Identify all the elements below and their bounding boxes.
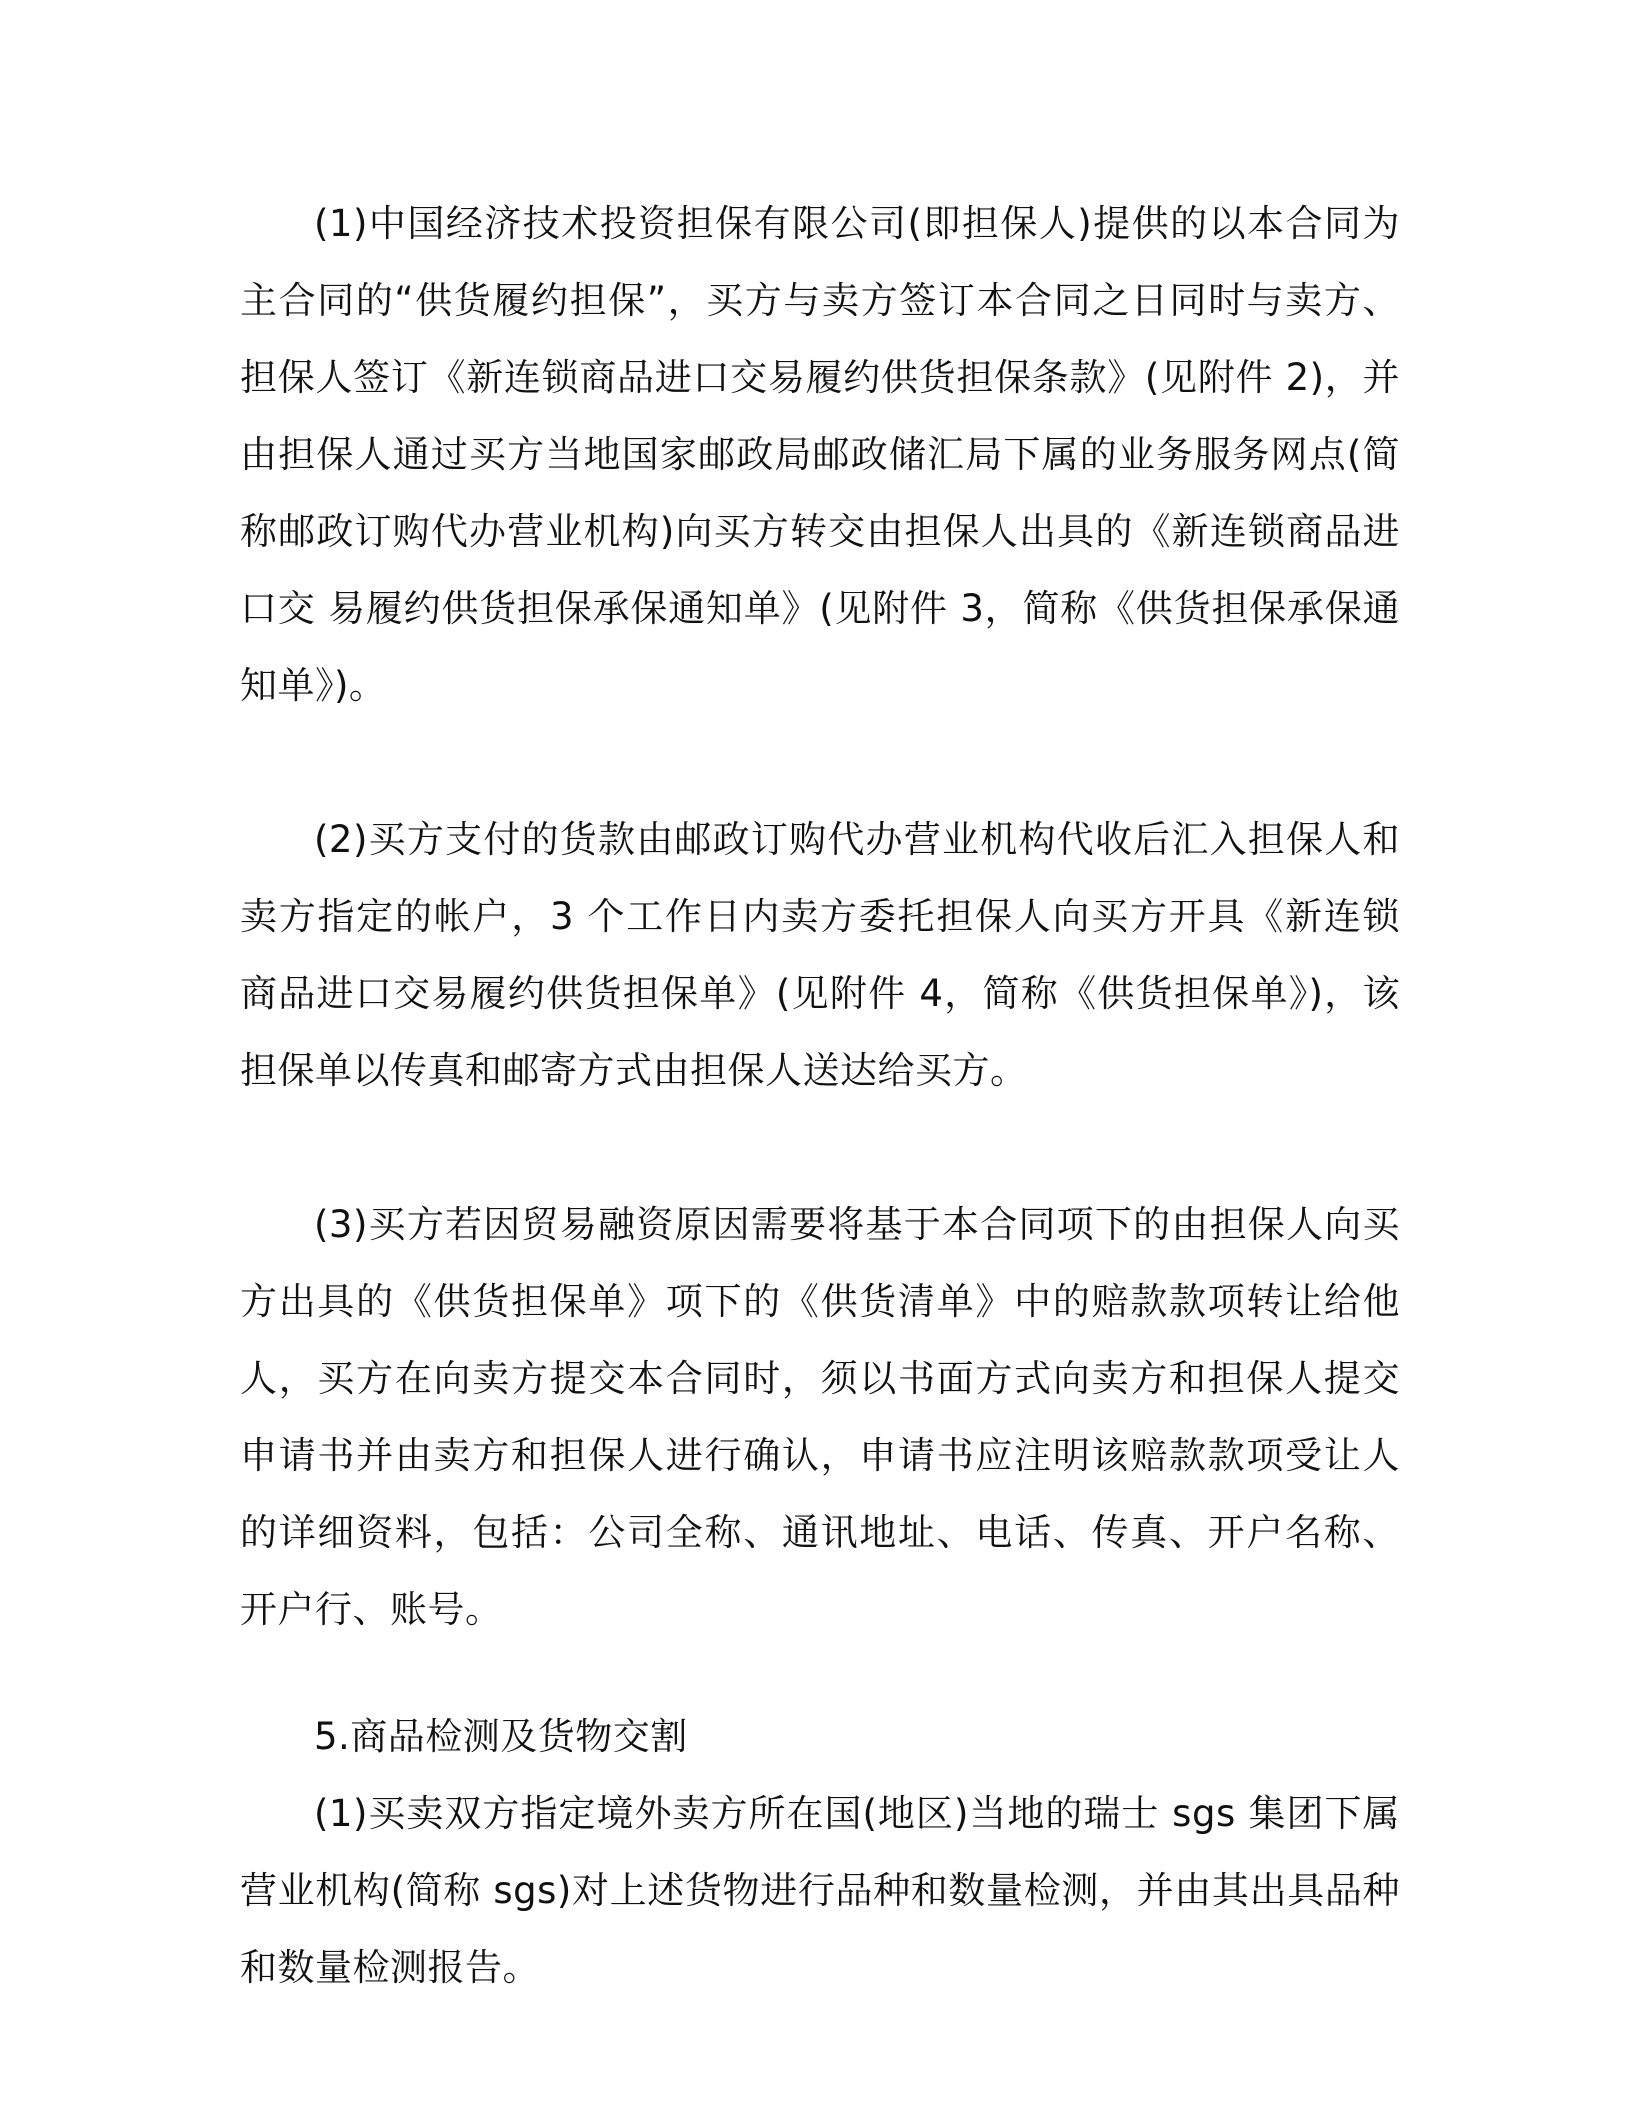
document-body xyxy=(240,185,1400,2006)
paragraph-guarantee-provision: (1)中国经济技术投资担保有限公司(即担保人)提供的以本合同为主合同的“供货履约担保”，买方与卖方签订本合同之日同时与卖方、担保人签订《新连锁商品进口交易履约供货担保条款》(见附件 2)，并由担保人通过买方当地国家邮政局邮政储汇局下属的业务服务网点(简称邮政订购代办营业机构)向买方转交由担保人出具的《新连锁商品进口交 易履约供货担保承保通知单》(见附件 3，简称《供货担保承保通知单》)。 xyxy=(240,202,1400,707)
paragraph-payment-collection: (2)买方支付的货款由邮政订购代办营业机构代收后汇入担保人和卖方指定的帐户，3 个工作日内卖方委托担保人向买方开具《新连锁商品进口交易履约供货担保单》(见附件 4，简称《供货担保单》)，该担保单以传真和邮寄方式由担保人送达给买方。 xyxy=(240,818,1400,1092)
paragraph-sgs-inspection: (1)买卖双方指定境外卖方所在国(地区)当地的瑞士 sgs 集团下属营业机构(简称 sgs)对上述货物进行品种和数量检测，并由其出具品种和数量检测报告。 xyxy=(240,1792,1400,1989)
paragraph-claim-transfer: (3)买方若因贸易融资原因需要将基于本合同项下的由担保人向买方出具的《供货担保单》项下的《供货清单》中的赔款款项转让给他人，买方在向卖方提交本合同时，须以书面方式向卖方和担保人提交申请书并由卖方和担保人进行确认，申请书应注明该赔款款项受让人的详细资料，包括：公司全称、通讯地址、电话、传真、开户名称、开户行、账号。 xyxy=(240,1203,1400,1631)
section-heading: 5.商品检测及货物交割 xyxy=(314,1715,688,1758)
